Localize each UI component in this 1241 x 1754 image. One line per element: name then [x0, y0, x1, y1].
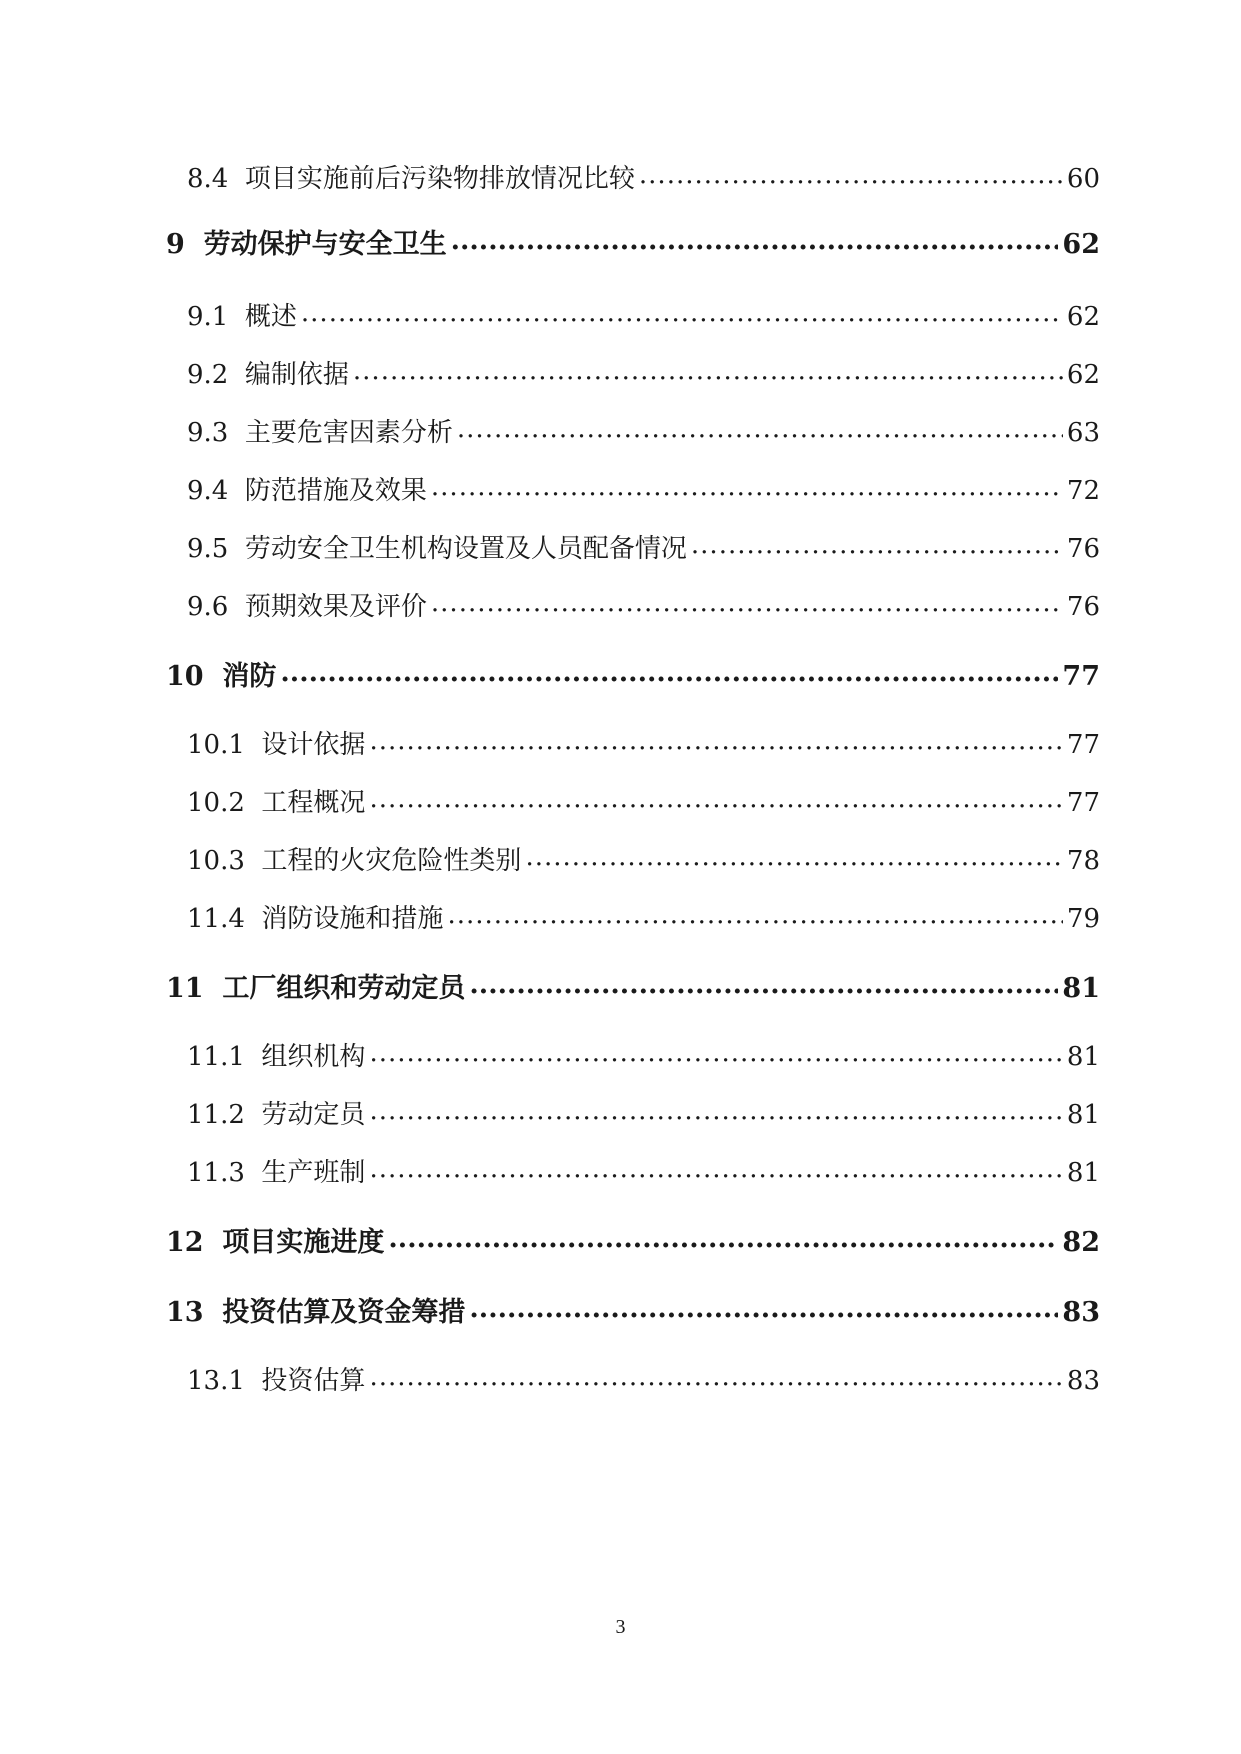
toc-entry-number: 11	[166, 973, 204, 1004]
toc-dot-leader	[280, 656, 1058, 690]
toc-entry-spacer	[245, 1364, 262, 1398]
toc-entry-spacer	[228, 590, 245, 624]
toc-entry-spacer	[245, 1098, 262, 1132]
toc-entry-spacer	[228, 358, 245, 392]
toc-dot-leader	[369, 1360, 1062, 1394]
toc-entry-title: 工程概况	[261, 788, 366, 818]
toc-entry-page: 77	[1066, 730, 1100, 760]
toc-entry-spacer	[204, 660, 223, 694]
toc-entry-number: 13.1	[187, 1366, 245, 1396]
toc-dot-leader	[369, 1152, 1062, 1186]
toc-dot-leader	[431, 470, 1063, 504]
toc-entry-page: 72	[1066, 476, 1100, 506]
toc-entry-page: 83	[1066, 1366, 1100, 1396]
toc-dot-leader	[388, 1222, 1058, 1256]
toc-section-entry[interactable]	[187, 728, 1100, 762]
toc-entry-title: 项目实施进度	[222, 1227, 385, 1258]
toc-dot-leader	[369, 724, 1062, 758]
toc-entry-number: 10.1	[187, 730, 245, 760]
toc-dot-leader	[353, 354, 1063, 388]
toc-dot-leader	[691, 528, 1063, 562]
toc-entry-title: 消防设施和措施	[261, 904, 444, 934]
toc-entry-spacer	[245, 728, 262, 762]
toc-entry-page: 77	[1066, 788, 1100, 818]
toc-entry-spacer	[228, 300, 245, 334]
toc-entry-spacer	[228, 416, 245, 450]
toc-entry-number: 9.1	[187, 302, 229, 332]
toc-section-entry[interactable]	[187, 532, 1100, 566]
toc-entry-page: 76	[1066, 534, 1100, 564]
toc-dot-leader	[447, 898, 1062, 932]
toc-entry-page: 81	[1066, 1100, 1100, 1130]
toc-entry-title: 编制依据	[244, 360, 349, 390]
toc-entry-spacer	[245, 1040, 262, 1074]
toc-dot-leader	[431, 586, 1063, 620]
toc-chapter-entry[interactable]	[166, 660, 1100, 694]
toc-section-entry[interactable]	[187, 786, 1100, 820]
toc-dot-leader	[469, 968, 1058, 1002]
toc-entry-page: 79	[1066, 904, 1100, 934]
toc-dot-leader	[369, 1094, 1062, 1128]
toc-entry-number: 8.4	[187, 164, 229, 194]
toc-entry-page: 78	[1066, 846, 1100, 876]
toc-entry-title: 投资估算及资金筹措	[222, 1297, 466, 1328]
toc-entry-page: 62	[1062, 229, 1100, 260]
toc-entry-number: 13	[166, 1297, 204, 1328]
toc-entry-title: 生产班制	[261, 1158, 366, 1188]
toc-entry-spacer	[245, 902, 262, 936]
toc-entry-page: 62	[1066, 302, 1100, 332]
page-number: 3	[615, 1616, 626, 1638]
toc-chapter-entry[interactable]	[166, 1226, 1100, 1260]
toc-entry-title: 工厂组织和劳动定员	[222, 973, 466, 1004]
toc-entry-page: 60	[1066, 164, 1100, 194]
toc-entry-number: 11.3	[187, 1158, 245, 1188]
toc-dot-leader	[525, 840, 1062, 874]
toc-entry-page: 81	[1066, 1158, 1100, 1188]
toc-entry-spacer	[245, 844, 262, 878]
toc-entry-number: 12	[166, 1227, 204, 1258]
toc-entry-number: 9.5	[187, 534, 229, 564]
toc-dot-leader	[469, 1292, 1058, 1326]
toc-entry-number: 10	[166, 661, 204, 692]
toc-entry-title: 设计依据	[261, 730, 366, 760]
toc-entry-title: 项目实施前后污染物排放情况比较	[244, 164, 635, 194]
toc-entry-number: 10.3	[187, 846, 245, 876]
toc-entry-number: 9.3	[187, 418, 229, 448]
toc-entry-title: 防范措施及效果	[244, 476, 427, 506]
toc-section-entry[interactable]	[187, 902, 1100, 936]
toc-entry-number: 9.4	[187, 476, 229, 506]
toc-entry-page: 76	[1066, 592, 1100, 622]
toc-chapter-entry[interactable]	[166, 1296, 1100, 1330]
toc-entry-spacer	[228, 162, 245, 196]
toc-entry-number: 10.2	[187, 788, 245, 818]
toc-entry-page: 62	[1066, 360, 1100, 390]
toc-entry-spacer	[245, 1156, 262, 1190]
toc-section-entry[interactable]	[187, 416, 1100, 450]
toc-entry-title: 劳动定员	[261, 1100, 366, 1130]
toc-section-entry[interactable]	[187, 590, 1100, 624]
toc-entry-spacer	[228, 474, 245, 508]
toc-dot-leader	[301, 296, 1063, 330]
toc-entry-page: 83	[1062, 1297, 1100, 1328]
toc-entry-spacer	[204, 972, 223, 1006]
toc-section-entry[interactable]	[187, 1156, 1100, 1190]
toc-entry-spacer	[245, 786, 262, 820]
toc-section-entry[interactable]	[187, 300, 1100, 334]
toc-dot-leader	[457, 412, 1063, 446]
toc-entry-number: 9.2	[187, 360, 229, 390]
toc-entry-title: 工程的火灾危险性类别	[261, 846, 522, 876]
toc-dot-leader	[369, 782, 1062, 816]
toc-section-entry[interactable]	[187, 162, 1100, 196]
toc-entry-number: 11.2	[187, 1100, 245, 1130]
toc-entry-title: 主要危害因素分析	[244, 418, 453, 448]
toc-entry-title: 消防	[222, 661, 277, 692]
toc-entry-title: 预期效果及评价	[244, 592, 427, 622]
toc-entry-page: 77	[1062, 661, 1100, 692]
toc-entry-number: 11.1	[187, 1042, 245, 1072]
toc-entry-title: 概述	[244, 302, 297, 332]
toc-entry-page: 81	[1066, 1042, 1100, 1072]
toc-entry-title: 投资估算	[261, 1366, 366, 1396]
toc-chapter-entry[interactable]	[166, 972, 1100, 1006]
toc-dot-leader	[451, 224, 1059, 258]
toc-entry-page: 81	[1062, 973, 1100, 1004]
toc-section-entry[interactable]	[187, 1098, 1100, 1132]
toc-entry-title: 劳动保护与安全卫生	[203, 229, 447, 260]
toc-section-entry[interactable]	[187, 1040, 1100, 1074]
toc-section-entry[interactable]	[187, 1364, 1100, 1398]
toc-entry-number: 9.6	[187, 592, 229, 622]
toc-entry-number: 9	[166, 229, 185, 260]
toc-entry-spacer	[204, 1296, 223, 1330]
toc-entry-page: 82	[1062, 1227, 1100, 1258]
toc-section-entry[interactable]	[187, 474, 1100, 508]
toc-section-entry[interactable]	[187, 358, 1100, 392]
toc-entry-page: 63	[1066, 418, 1100, 448]
toc-entry-title: 劳动安全卫生机构设置及人员配备情况	[244, 534, 687, 564]
toc-entry-spacer	[204, 1226, 223, 1260]
toc-entry-number: 11.4	[187, 904, 245, 934]
toc-chapter-entry[interactable]	[166, 228, 1100, 262]
toc-entry-spacer	[185, 228, 204, 262]
toc-section-entry[interactable]	[187, 844, 1100, 878]
toc-dot-leader	[369, 1036, 1062, 1070]
toc-entry-spacer	[228, 532, 245, 566]
toc-entry-title: 组织机构	[261, 1042, 366, 1072]
toc-dot-leader	[639, 158, 1063, 192]
